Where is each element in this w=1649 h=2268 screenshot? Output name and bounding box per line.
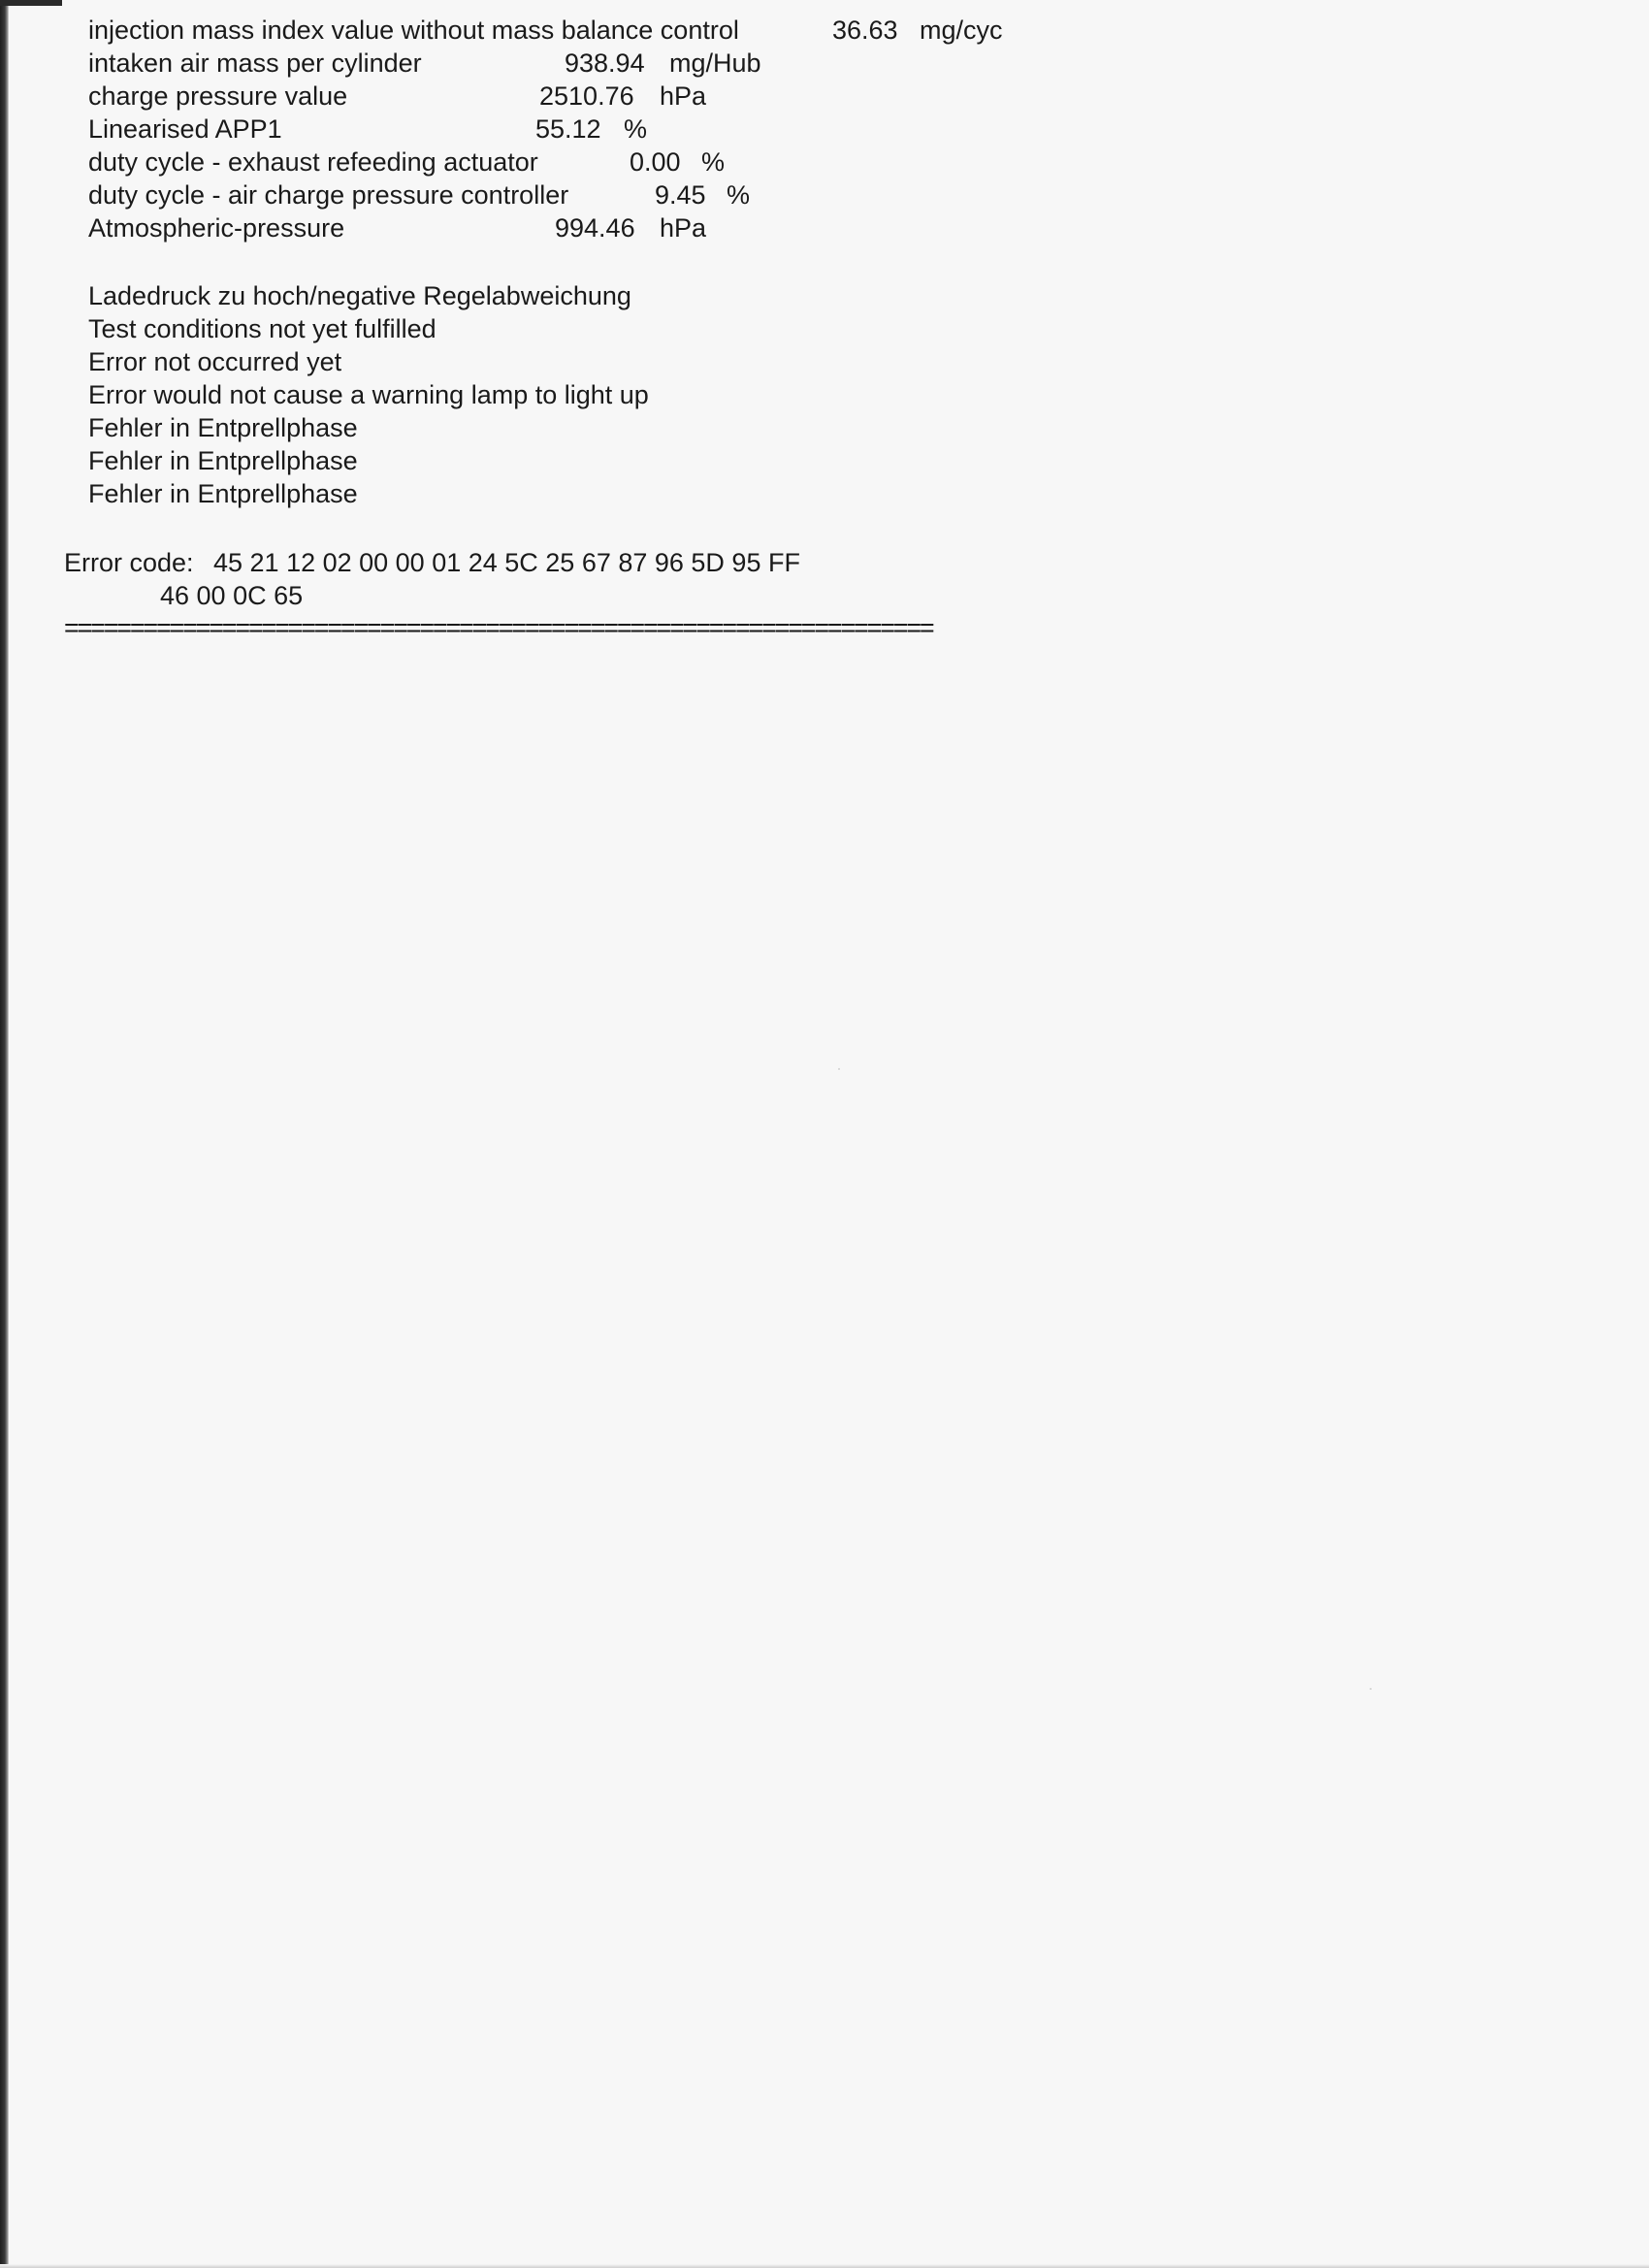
separator-rule: ================================================================== <box>64 613 933 642</box>
status-line: Fehler in Entprellphase <box>88 479 358 508</box>
status-line: Test conditions not yet fulfilled <box>88 314 436 343</box>
measurement-unit: mg/Hub <box>669 49 761 78</box>
measurement-unit: % <box>624 114 648 144</box>
error-code-label: Error code: <box>64 548 194 577</box>
status-line: Error not occurred yet <box>88 347 342 376</box>
status-line: Ladedruck zu hoch/negative Regelabweichung <box>88 281 631 310</box>
measurement-label: charge pressure value <box>88 81 348 111</box>
measurement-value: 994.46 <box>555 213 635 243</box>
measurement-label: injection mass index value without mass balance control <box>88 16 739 45</box>
status-line: Fehler in Entprellphase <box>88 413 358 442</box>
measurement-unit: mg/cyc <box>920 16 1003 45</box>
measurement-value: 0.00 <box>630 147 681 177</box>
measurement-label: duty cycle - exhaust refeeding actuator <box>88 147 538 177</box>
status-line: Error would not cause a warning lamp to light up <box>88 380 649 409</box>
measurement-label: Linearised APP1 <box>88 114 282 144</box>
error-code-bytes: 45 21 12 02 00 00 01 24 5C 25 67 87 96 5D 95 FF <box>213 548 800 577</box>
status-line: Fehler in Entprellphase <box>88 446 358 475</box>
error-code-bytes-continued: 46 00 0C 65 <box>160 581 304 610</box>
scan-speck <box>838 1068 840 1070</box>
measurement-value: 55.12 <box>535 114 601 144</box>
measurement-unit: hPa <box>660 213 707 243</box>
measurement-label: duty cycle - air charge pressure controller <box>88 180 569 210</box>
measurement-label: intaken air mass per cylinder <box>88 49 422 78</box>
measurement-label: Atmospheric-pressure <box>88 213 345 243</box>
scan-speck <box>1370 1688 1372 1690</box>
measurement-unit: % <box>727 180 751 210</box>
measurement-unit: % <box>701 147 726 177</box>
measurement-unit: hPa <box>660 81 707 111</box>
measurement-value: 2510.76 <box>539 81 634 111</box>
measurement-value: 938.94 <box>565 49 645 78</box>
measurement-value: 36.63 <box>832 16 898 45</box>
measurement-value: 9.45 <box>655 180 706 210</box>
